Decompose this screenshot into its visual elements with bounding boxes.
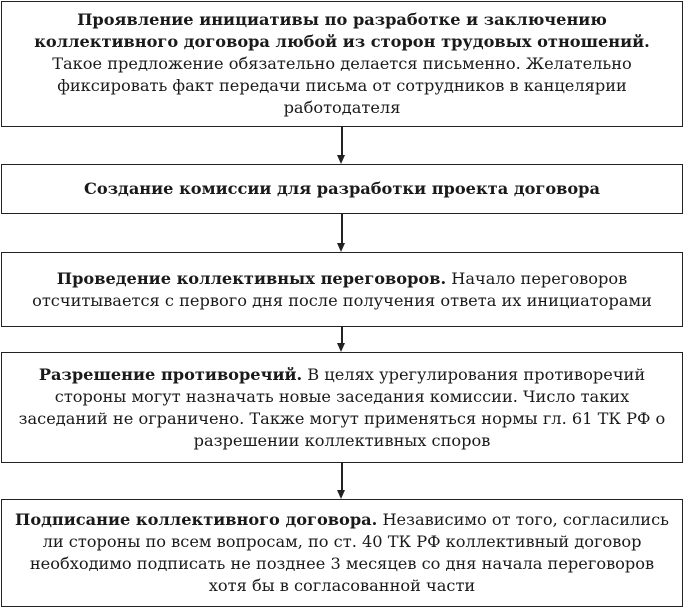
step-box-commission: [1, 164, 683, 214]
arrow-head-icon: [337, 243, 345, 252]
step-title: Разрешение противоречий.: [38, 364, 303, 384]
step-title: Создание комиссии для разработки проекта договора: [84, 179, 600, 198]
step-title: Подписание коллективного договора.: [15, 510, 378, 529]
step-box-resolution: [1, 352, 683, 463]
step-text: [10, 268, 674, 312]
arrow-head-icon: [337, 343, 345, 352]
step-body: Такое предложение обязательно делается письменно. Желательно фиксировать факт передачи письма от сотрудников в канцелярии работодателя: [52, 54, 632, 117]
flow-arrow: [341, 127, 343, 164]
arrow-head-icon: [337, 155, 345, 164]
flow-arrow: [341, 327, 343, 352]
step-box-initiative: [1, 1, 683, 127]
step-text: [10, 9, 674, 119]
step-box-negotiations: [1, 252, 683, 327]
flow-arrow: [341, 463, 343, 499]
step-title: Проявление инициативы по разработке и заключению коллективного договора любой из сторон трудовых отношений.: [34, 10, 650, 51]
step-text: [10, 364, 674, 452]
step-title: Проведение коллективных переговоров.: [56, 268, 447, 288]
flow-arrow: [341, 214, 343, 252]
step-text: [84, 178, 600, 200]
step-body: В целях урегулирования противоречий стороны могут назначать новые заседания комиссии. Число таких заседаний не ограничено. Также могут применяться нормы гл. 61 ТК РФ о разрешении коллективных споров: [18, 364, 666, 450]
step-body: Начало переговоров отсчитывается с первого дня после получения ответа их инициаторами: [32, 268, 652, 310]
step-text: [10, 509, 674, 597]
step-box-signing: [1, 499, 683, 607]
arrow-head-icon: [337, 490, 345, 499]
step-body: Независимо от того, согласились ли стороны по всем вопросам, по ст. 40 ТК РФ коллективный договор необходимо подписать не позднее 3 месяцев со дня начала переговоров хотя бы в согласованной части: [29, 510, 669, 595]
